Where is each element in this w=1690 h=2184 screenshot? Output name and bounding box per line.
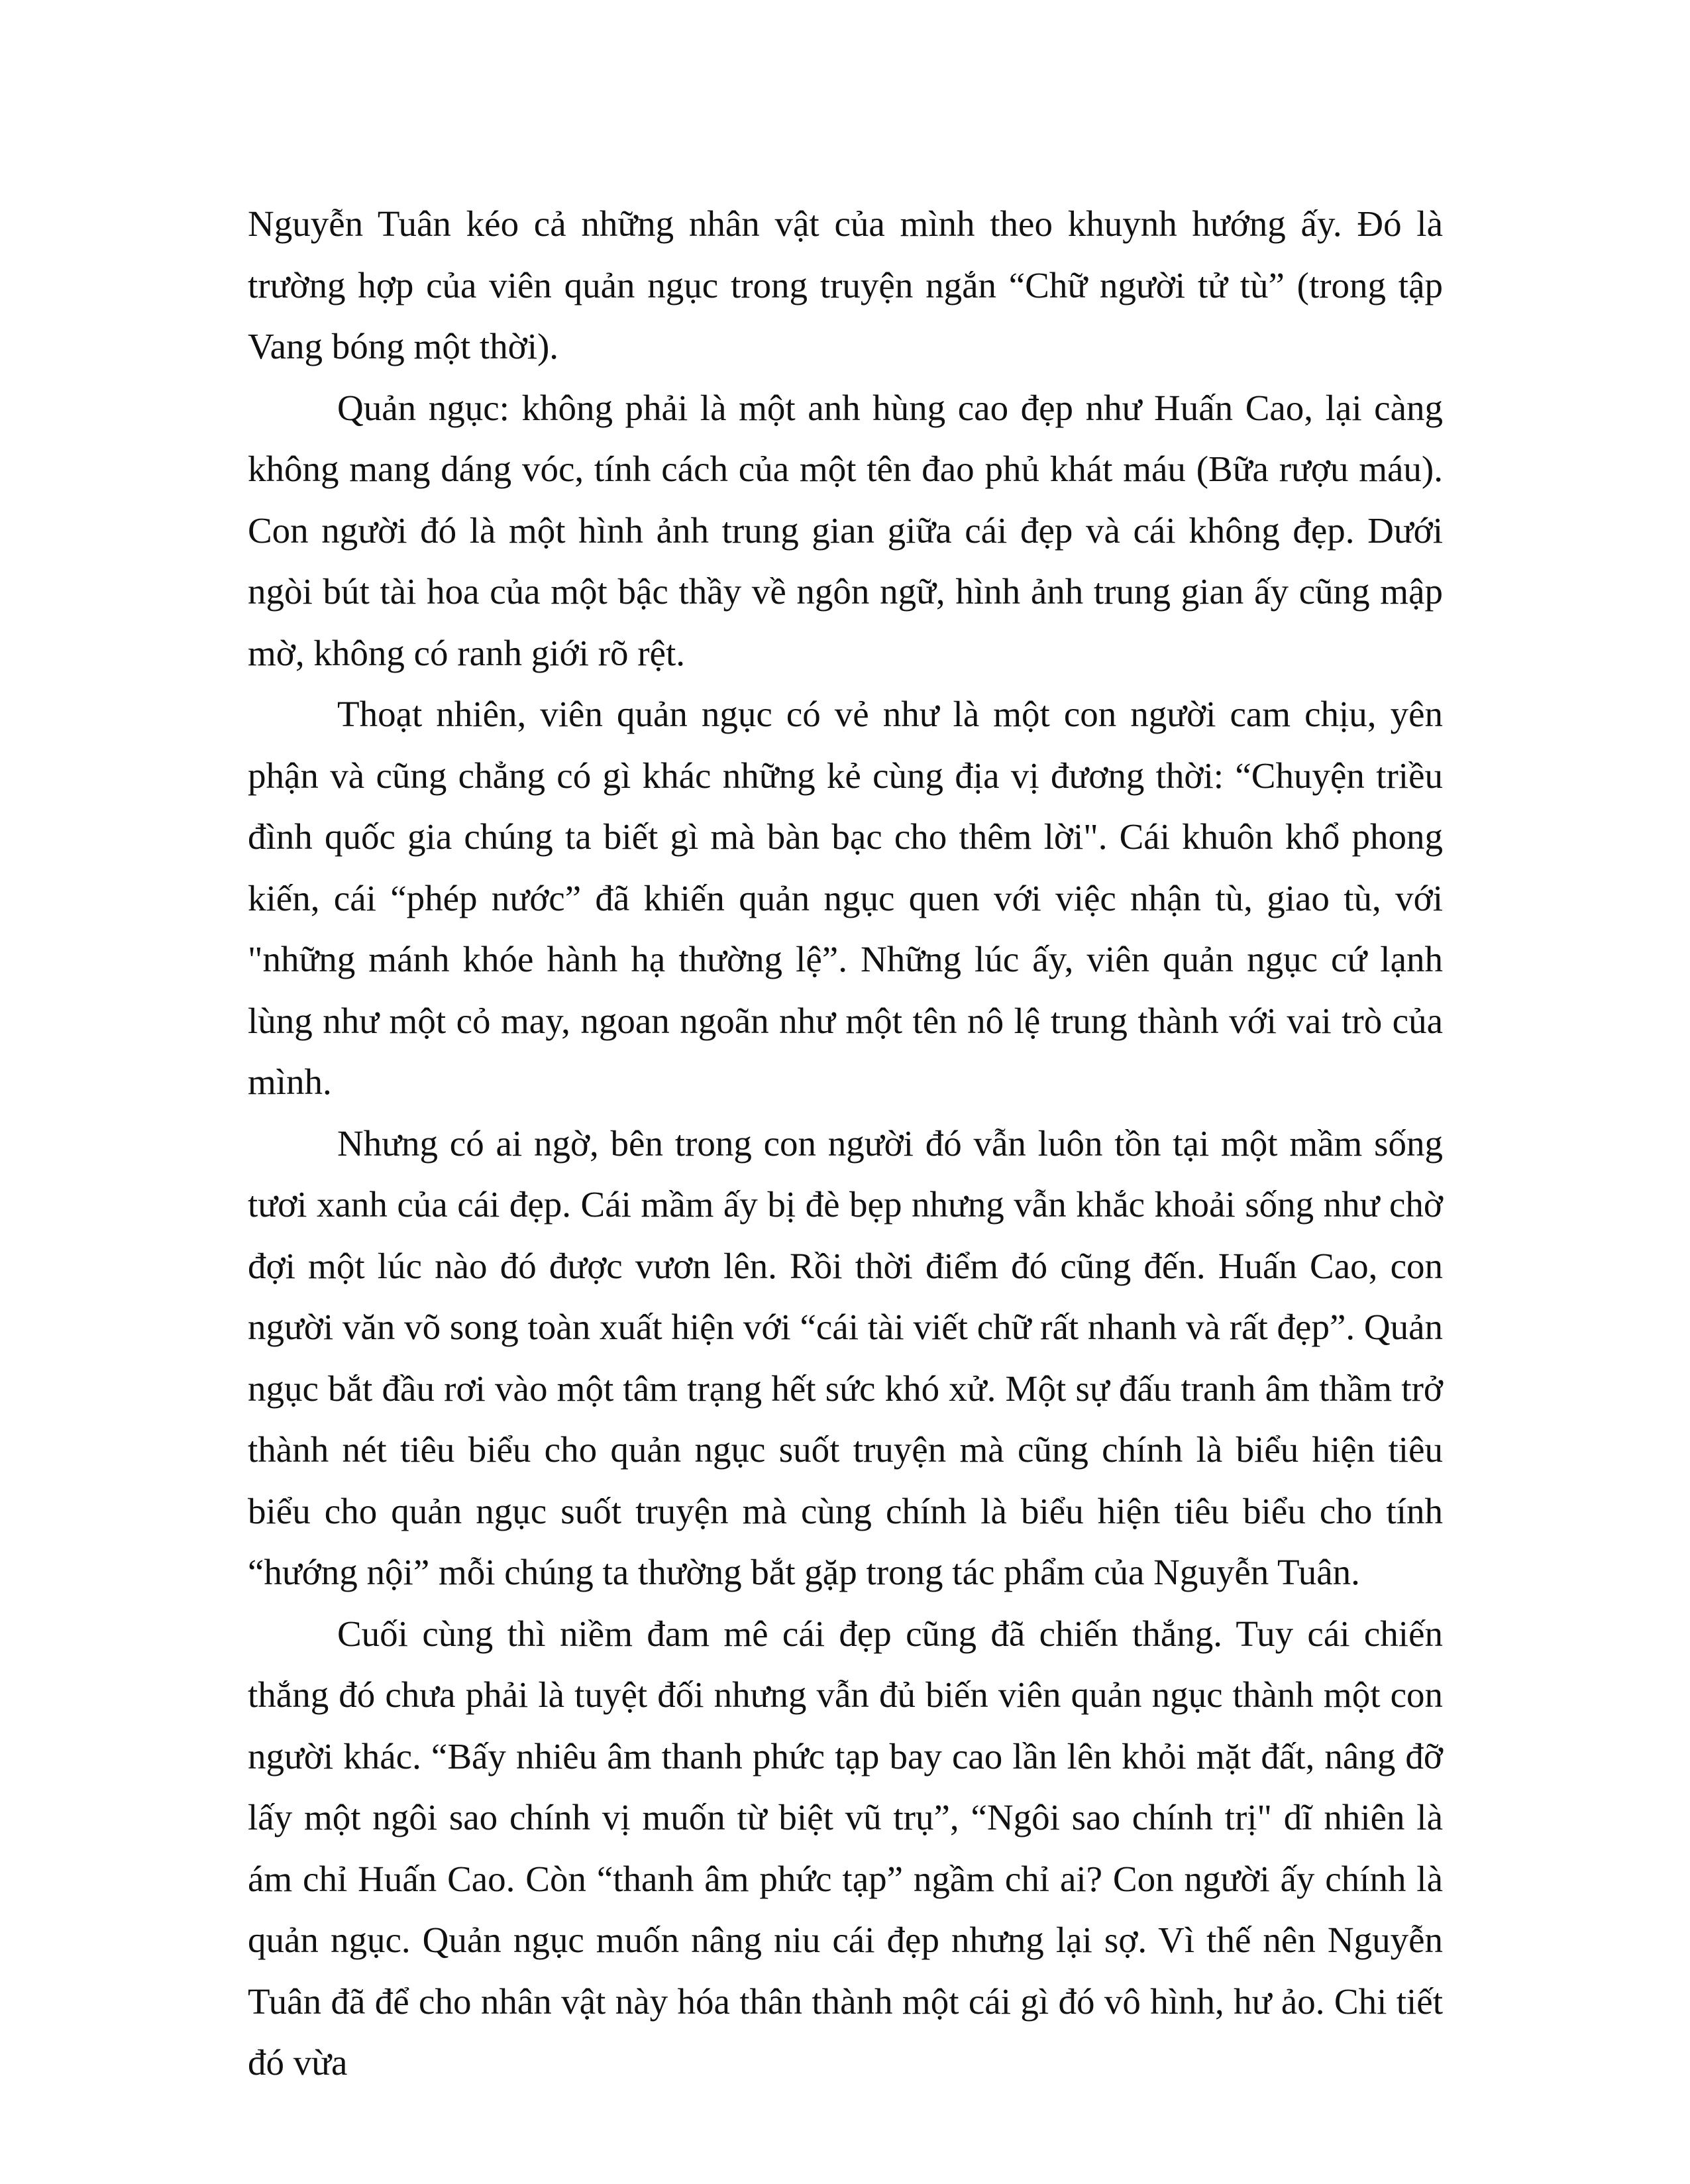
paragraph-1: Nguyễn Tuân kéo cả những nhân vật của mình theo khuynh hướng ấy. Đó là trường hợp của viên quản ngục trong truyện ngắn “Chữ người tử tù” (trong tập Vang bóng một thời). <box>248 203 1443 366</box>
paragraph-2: Quản ngục: không phải là một anh hùng cao đẹp như Huấn Cao, lại càng không mang dáng vóc, tính cách của một tên đao phủ khát máu (Bữa rượu máu). Con người đó là một hình ảnh trung gian giữa cái đẹp và cái không đẹp. Dưới ngòi bút tài hoa của một bậc thầy về ngôn ngữ, hình ảnh trung gian ấy cũng mập mờ, không có ranh giới rõ rệt. <box>248 387 1443 673</box>
paragraph-5: Cuối cùng thì niềm đam mê cái đẹp cũng đã chiến thắng. Tuy cái chiến thắng đó chưa phải là tuyệt đối nhưng vẫn đủ biến viên quản ngục thành một con người khác. “Bấy nhiêu âm thanh phức tạp bay cao lần lên khỏi mặt đất, nâng đỡ lấy một ngôi sao chính vị muốn từ biệt vũ trụ”, “Ngôi sao chính trị" dĩ nhiên là ám chỉ Huấn Cao. Còn “thanh âm phức tạp” ngầm chỉ ai? Con người ấy chính là quản ngục. Quản ngục muốn nâng niu cái đẹp nhưng lại sợ. Vì thế nên Nguyễn Tuân đã để cho nhân vật này hóa thân thành một cái gì đó vô hình, hư ảo. Chi tiết đó vừa <box>248 1613 1443 2083</box>
document-body <box>248 193 1443 2094</box>
paragraph-4: Nhưng có ai ngờ, bên trong con người đó vẫn luôn tồn tại một mầm sống tươi xanh của cái đẹp. Cái mầm ấy bị đè bẹp nhưng vẫn khắc khoải sống như chờ đợi một lúc nào đó được vươn lên. Rồi thời điểm đó cũng đến. Huấn Cao, con người văn võ song toàn xuất hiện với “cái tài viết chữ rất nhanh và rất đẹp”. Quản ngục bắt đầu rơi vào một tâm trạng hết sức khó xử. Một sự đấu tranh âm thầm trở thành nét tiêu biểu cho quản ngục suốt truyện mà cũng chính là biểu hiện tiêu biểu cho quản ngục suốt truyện mà cùng chính là biểu hiện tiêu biểu cho tính “hướng nội” mỗi chúng ta thường bắt gặp trong tác phẩm của Nguyễn Tuân. <box>248 1122 1443 1592</box>
paragraph-3: Thoạt nhiên, viên quản ngục có vẻ như là một con người cam chịu, yên phận và cũng chẳng có gì khác những kẻ cùng địa vị đương thời: “Chuyện triều đình quốc gia chúng ta biết gì mà bàn bạc cho thêm lời". Cái khuôn khổ phong kiến, cái “phép nước” đã khiến quản ngục quen với việc nhận tù, giao tù, với "những mánh khóe hành hạ thường lệ”. Những lúc ấy, viên quản ngục cứ lạnh lùng như một cỏ may, ngoan ngoãn như một tên nô lệ trung thành với vai trò của mình. <box>248 694 1443 1102</box>
